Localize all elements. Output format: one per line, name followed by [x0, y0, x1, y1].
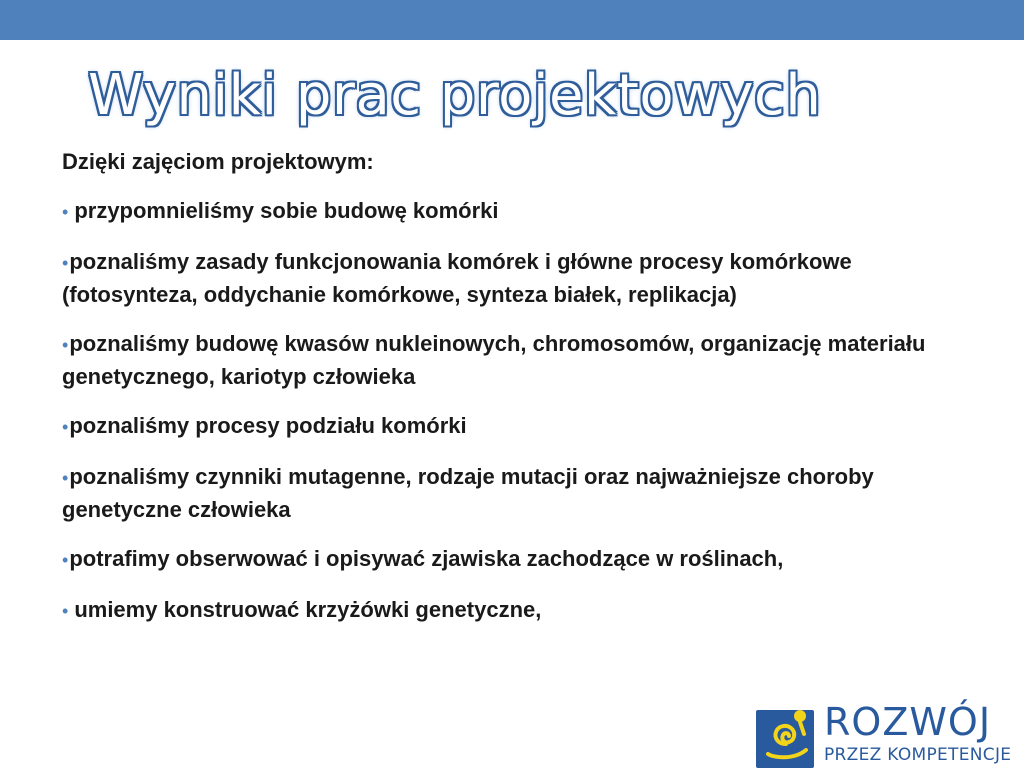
bullet-item-6: [62, 543, 962, 576]
bullet-text: przypomnieliśmy sobie budowę komórki: [74, 198, 499, 223]
bullet-icon: •: [62, 601, 69, 621]
bullet-icon: •: [62, 253, 69, 273]
intro-text: Dzięki zajęciom projektowym:: [62, 149, 374, 174]
bullet-icon: •: [62, 335, 69, 355]
top-accent-bar: [0, 0, 1024, 40]
bullet-text: poznaliśmy zasady funkcjonowania komórek i główne procesy komórkowe (fotosynteza, oddychanie komórkowe, synteza białek, replikacja): [62, 249, 852, 307]
bullet-item-3: [62, 328, 962, 392]
bullet-icon: •: [62, 417, 69, 437]
bullet-text: umiemy konstruować krzyżówki genetyczne,: [74, 597, 542, 622]
bullet-text: poznaliśmy budowę kwasów nukleinowych, chromosomów, organizację materiału genetycznego, kariotyp człowieka: [62, 331, 926, 389]
bullet-text: potrafimy obserwować i opisywać zjawiska zachodzące w roślinach,: [69, 546, 784, 571]
bullet-item-7: [62, 594, 962, 627]
bullet-item-1: [62, 195, 962, 228]
bullet-icon: •: [62, 550, 69, 570]
bullet-icon: •: [62, 202, 69, 222]
slide-body: [62, 146, 962, 645]
bullet-item-4: [62, 410, 962, 443]
logo-subtitle: PRZEZ KOMPETENCJE: [824, 745, 1012, 765]
bullet-text: poznaliśmy czynniki mutagenne, rodzaje mutacji oraz najważniejsze choroby genetyczne człowieka: [62, 464, 874, 522]
bullet-item-2: [62, 246, 962, 310]
logo-wordmark: ROZWÓJ: [824, 700, 992, 744]
slide-title: Wyniki prac projektowych: [88, 63, 822, 128]
bullet-text: poznaliśmy procesy podziału komórki: [69, 413, 467, 438]
bullet-icon: •: [62, 468, 69, 488]
rozwoj-logo: [754, 700, 1024, 768]
bullet-item-5: [62, 461, 962, 525]
spiral-person-logo-icon: [754, 704, 818, 768]
